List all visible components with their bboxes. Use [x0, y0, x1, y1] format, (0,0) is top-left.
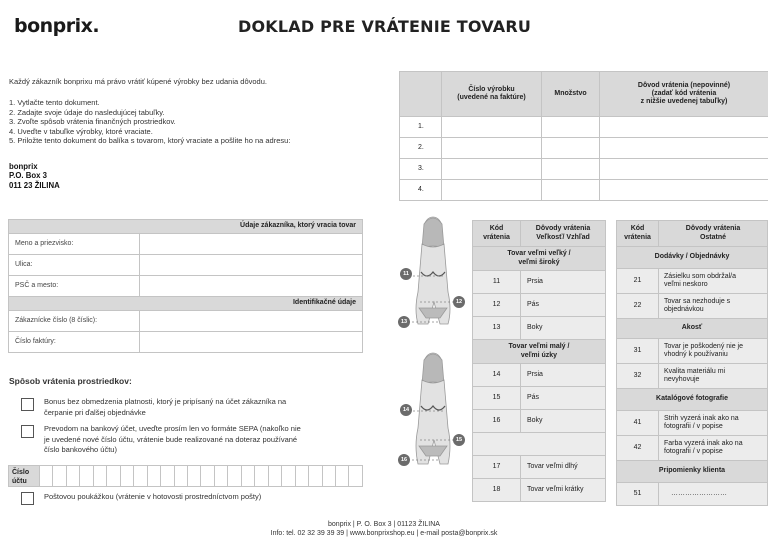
items-index-header [400, 72, 442, 117]
size-group-title: Tovar veľmi malý / veľmi úzky [473, 340, 606, 364]
account-digit-cell[interactable] [106, 466, 119, 486]
other-code: 31 [617, 339, 659, 364]
badge-15: 15 [453, 434, 465, 446]
other-reason: Tovar je poškodený nie je vhodný k používaniu [659, 339, 768, 364]
bank-checkbox[interactable] [21, 425, 34, 438]
item-quantity-cell[interactable] [542, 138, 600, 159]
account-number-cells[interactable] [39, 466, 362, 486]
step: 4. Uveďte v tabuľke výrobky, ktoré vraciate. [9, 126, 153, 136]
footer-line: Info: tel. 02 32 39 39 39 | www.bonprixshop.eu | e-mail posta@bonprix.sk [270, 530, 498, 537]
account-digit-cell[interactable] [281, 466, 294, 486]
items-row-index: 2. [400, 138, 442, 159]
size-group-title: Tovar veľmi veľký / veľmi široký [473, 247, 606, 271]
customer-table [8, 219, 363, 353]
item-reason-cell[interactable] [600, 117, 768, 138]
size-reason: Boky [521, 317, 606, 340]
item-reason-cell[interactable] [600, 159, 768, 180]
account-digit-cell[interactable] [52, 466, 65, 486]
other-reason: Kvalita materiálu mi nevyhovuje [659, 364, 768, 389]
item-quantity-cell[interactable] [542, 117, 600, 138]
account-digit-cell[interactable] [200, 466, 213, 486]
items-table [399, 71, 768, 201]
size-reason: Pás [521, 387, 606, 410]
customer-number-label: Zákaznícke číslo (8 číslic): [9, 311, 140, 332]
bonprix-logo: bonprix. [14, 15, 100, 37]
footer-line: bonprix | P. O. Box 3 | 01123 ŽILINA [328, 521, 440, 528]
other-code: 32 [617, 364, 659, 389]
other-group-title: Dodávky / Objednávky [617, 247, 768, 269]
account-digit-cell[interactable] [66, 466, 79, 486]
badge-16: 16 [398, 454, 410, 466]
size-code: 18 [473, 479, 521, 502]
size-reason: Tovar veľmi krátky [521, 479, 606, 502]
step: 5. Priložte tento dokument do balíka s tovarom, ktorý vraciate a pošlite ho na adresu: [9, 136, 291, 146]
size-reason: Pás [521, 294, 606, 317]
postal-checkbox[interactable] [21, 492, 34, 505]
account-digit-cell[interactable] [335, 466, 348, 486]
size-reasons-table [472, 220, 606, 502]
badge-12: 12 [453, 296, 465, 308]
bank-option-text [44, 424, 301, 456]
size-header-code: Kód vrátenia [473, 221, 521, 247]
address-line: 011 23 ŽILINA [9, 180, 60, 190]
invoice-label: Číslo faktúry: [9, 332, 140, 353]
items-header-number: Číslo výrobku (uvedené na faktúre) [442, 72, 542, 117]
account-digit-cell[interactable] [214, 466, 227, 486]
items-row-index: 4. [400, 180, 442, 201]
address-line: P.O. Box 3 [9, 171, 47, 181]
size-code: 12 [473, 294, 521, 317]
other-reason: Zásielku som obdržal/a veľmi neskoro [659, 269, 768, 294]
step: 1. Vytlačte tento dokument. [9, 98, 100, 107]
account-label [9, 466, 39, 486]
other-code: 22 [617, 294, 659, 319]
refund-heading: Spôsob vrátenia prostriedkov: [9, 376, 132, 386]
account-digit-cell[interactable] [308, 466, 321, 486]
street-field[interactable] [140, 255, 363, 276]
size-reason: Prsia [521, 271, 606, 294]
return-address [9, 162, 60, 190]
other-reasons-table [616, 220, 768, 506]
account-digit-cell[interactable] [39, 466, 52, 486]
item-number-cell[interactable] [442, 180, 542, 201]
items-header-quantity: Množstvo [542, 72, 600, 117]
other-code: 51 [617, 483, 659, 506]
option-line: Prevodom na bankový účet, uveďte prosím len vo formáte SEPA (nakoľko nie [44, 424, 301, 433]
footer [0, 520, 768, 538]
account-digit-cell[interactable] [133, 466, 146, 486]
size-reason: Prsia [521, 364, 606, 387]
account-digit-cell[interactable] [268, 466, 281, 486]
other-group-title: Katalógové fotografie [617, 389, 768, 411]
option-line: je uvedené nové číslo účtu, vrátenie bude realizované na doteraz používané [44, 434, 298, 444]
account-number-row [8, 465, 363, 487]
size-code: 15 [473, 387, 521, 410]
woman-figure-bottom [416, 353, 450, 464]
other-group-title: Pripomienky klienta [617, 461, 768, 483]
size-reason: Tovar veľmi dlhý [521, 456, 606, 479]
size-code: 16 [473, 410, 521, 433]
option-line: Bonus bez obmedzenia platnosti, ktorý je pripísaný na účet zákazníka na [44, 397, 287, 406]
item-reason-cell[interactable] [600, 180, 768, 201]
size-reason: Boky [521, 410, 606, 433]
badge-14: 14 [400, 404, 412, 416]
item-quantity-cell[interactable] [542, 159, 600, 180]
address-line: bonprix [9, 162, 38, 171]
items-row-index: 3. [400, 159, 442, 180]
id-heading: Identifikačné údaje [9, 297, 363, 311]
account-digit-cell[interactable] [295, 466, 308, 486]
bonus-option-text [44, 397, 286, 418]
street-label: Ulica: [9, 255, 140, 276]
size-code: 13 [473, 317, 521, 340]
other-header-reason: Dôvody vrátenia Ostatné [659, 221, 768, 247]
other-reason: Strih vyzerá inak ako na fotografii / v popise [659, 411, 768, 436]
item-number-cell[interactable] [442, 138, 542, 159]
instruction-steps [9, 98, 290, 146]
badge-11: 11 [400, 268, 412, 280]
postal-option-text: Poštovou poukážkou (vrátenie v hotovosti prostredníctvom pošty) [44, 492, 262, 501]
city-label: PSČ a mesto: [9, 276, 140, 297]
account-digit-cell[interactable] [120, 466, 133, 486]
account-digit-cell[interactable] [147, 466, 160, 486]
account-digit-cell[interactable] [160, 466, 173, 486]
option-line: číslo bankového účtu) [44, 445, 117, 455]
other-code: 42 [617, 436, 659, 461]
size-spacer [473, 433, 606, 456]
account-digit-cell[interactable] [254, 466, 267, 486]
other-code: 41 [617, 411, 659, 436]
account-digit-cell[interactable] [241, 466, 254, 486]
item-reason-cell[interactable] [600, 138, 768, 159]
account-digit-cell[interactable] [322, 466, 335, 486]
client-note-field[interactable]: …………………… [659, 483, 768, 506]
intro-text: Každý zákazník bonprixu má právo vrátiť kúpené výrobky bez udania dôvodu. [9, 77, 267, 86]
page-title: DOKLAD PRE VRÁTENIE TOVARU [238, 17, 532, 36]
other-group-title: Akosť [617, 319, 768, 339]
size-header-reason: Dôvody vrátenia Veľkosť/ Vzhľad [521, 221, 606, 247]
account-digit-cell[interactable] [93, 466, 106, 486]
customer-number-field[interactable] [140, 311, 363, 332]
account-digit-cell[interactable] [174, 466, 187, 486]
woman-figure-top [416, 217, 450, 324]
account-label-line: Číslo [12, 469, 30, 476]
badge-13: 13 [398, 316, 410, 328]
step: 3. Zvoľte spôsob vrátenia finančných prostriedkov. [9, 117, 176, 127]
account-digit-cell[interactable] [187, 466, 200, 486]
body-figure-illustrations [400, 214, 468, 514]
invoice-field[interactable] [140, 332, 363, 353]
bonus-checkbox[interactable] [21, 398, 34, 411]
name-label: Meno a priezvisko: [9, 234, 140, 255]
option-line: čerpanie pri ďalšej objednávke [44, 407, 146, 417]
customer-heading: Údaje zákazníka, ktorý vracia tovar [9, 220, 363, 234]
item-number-cell[interactable] [442, 159, 542, 180]
other-code: 21 [617, 269, 659, 294]
name-field[interactable] [140, 234, 363, 255]
account-digit-cell[interactable] [348, 466, 361, 486]
items-header-reason: Dôvod vrátenia (nepovinné) (zadať kód vrátenia z nižšie uvedenej tabuľky) [600, 72, 768, 117]
other-reason: Tovar sa nezhoduje s objednávkou [659, 294, 768, 319]
account-label-line: účtu [12, 478, 27, 485]
city-field[interactable] [140, 276, 363, 297]
item-number-cell[interactable] [442, 117, 542, 138]
other-header-code: Kód vrátenia [617, 221, 659, 247]
step: 2. Zadajte svoje údaje do nasledujúcej tabuľky. [9, 107, 165, 117]
account-digit-cell[interactable] [79, 466, 92, 486]
size-code: 11 [473, 271, 521, 294]
other-reason: Farba vyzerá inak ako na fotografii / v popise [659, 436, 768, 461]
item-quantity-cell[interactable] [542, 180, 600, 201]
size-code: 17 [473, 456, 521, 479]
size-code: 14 [473, 364, 521, 387]
items-row-index: 1. [400, 117, 442, 138]
account-digit-cell[interactable] [227, 466, 240, 486]
